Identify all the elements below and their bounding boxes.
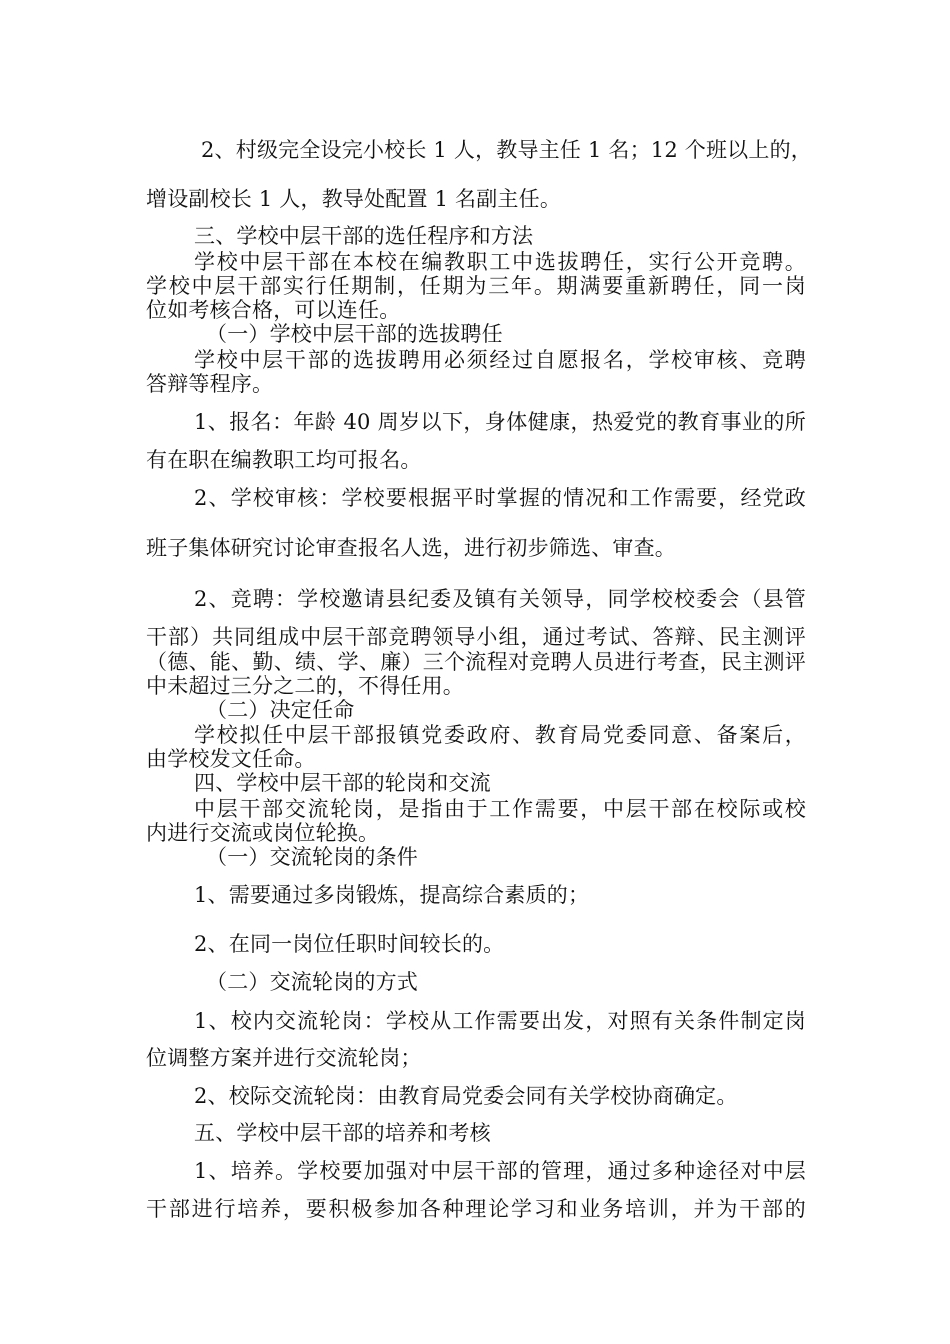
paragraph-line: 有在职在编教职工均可报名。: [146, 448, 422, 472]
paragraph-line: 2、在同一岗位任职时间较长的。: [194, 932, 505, 956]
section-heading: 五、学校中层干部的培养和考核: [194, 1121, 491, 1145]
paragraph-line: 学校中层干部的选拔聘用必须经过自愿报名，学校审核、竞聘: [194, 348, 806, 372]
paragraph-line: 1、校内交流轮岗：学校从工作需要出发，对照有关条件制定岗: [194, 1009, 806, 1033]
paragraph-line: 班子集体研究讨论审查报名人选，进行初步筛选、审查。: [146, 536, 676, 560]
subsection-heading: （一）交流轮岗的条件: [206, 845, 418, 869]
section-heading: 四、学校中层干部的轮岗和交流: [194, 771, 491, 795]
paragraph-line: 1、需要通过多岗锻炼，提高综合素质的；: [194, 883, 590, 907]
subsection-heading: （二）交流轮岗的方式: [206, 970, 418, 994]
paragraph-line: 答辩等程序。: [146, 372, 274, 396]
paragraph-line: 1、培养。学校要加强对中层干部的管理，通过多种途径对中层: [194, 1159, 806, 1183]
section-heading: 三、学校中层干部的选任程序和方法: [194, 224, 534, 248]
paragraph-line: 学校中层干部在本校在编教职工中选拔聘任，实行公开竞聘。: [194, 250, 806, 274]
subsection-heading: （二）决定任命: [206, 698, 355, 722]
paragraph-line: 2、村级完全设完小校长 1 人，教导主任 1 名；12 个班以上的，: [201, 138, 812, 162]
paragraph-line: 内进行交流或岗位轮换。: [146, 821, 380, 845]
paragraph-line: 1、报名：年龄 40 周岁以下，身体健康，热爱党的教育事业的所: [194, 410, 806, 434]
subsection-heading: （一）学校中层干部的选拔聘任: [206, 322, 503, 346]
paragraph-line: 由学校发文任命。: [146, 747, 316, 771]
paragraph-line: （德、能、勤、绩、学、廉）三个流程对竞聘人员进行考查，民主测评: [146, 650, 806, 674]
paragraph-line: 学校中层干部实行任期制，任期为三年。期满要重新聘任，同一岗: [146, 274, 806, 298]
paragraph-line: 位如考核合格，可以连任。: [146, 298, 401, 322]
paragraph-line: 增设副校长 1 人，教导处配置 1 名副主任。: [146, 187, 562, 211]
paragraph-line: 中未超过三分之二的，不得任用。: [146, 674, 464, 698]
paragraph-line: 学校拟任中层干部报镇党委政府、教育局党委同意、备案后，: [194, 723, 806, 747]
paragraph-line: 中层干部交流轮岗，是指由于工作需要，中层干部在校际或校: [194, 797, 806, 821]
paragraph-line: 位调整方案并进行交流轮岗；: [146, 1046, 422, 1070]
paragraph-line: 干部进行培养，要积极参加各种理论学习和业务培训，并为干部的: [146, 1197, 806, 1221]
paragraph-line: 2、学校审核：学校要根据平时掌握的情况和工作需要，经党政: [194, 486, 806, 510]
paragraph-line: 2、竞聘：学校邀请县纪委及镇有关领导，同学校校委会（县管: [194, 587, 806, 611]
paragraph-line: 干部）共同组成中层干部竞聘领导小组，通过考试、答辩、民主测评: [146, 625, 806, 649]
paragraph-line: 2、校际交流轮岗：由教育局党委会同有关学校协商确定。: [194, 1084, 738, 1108]
